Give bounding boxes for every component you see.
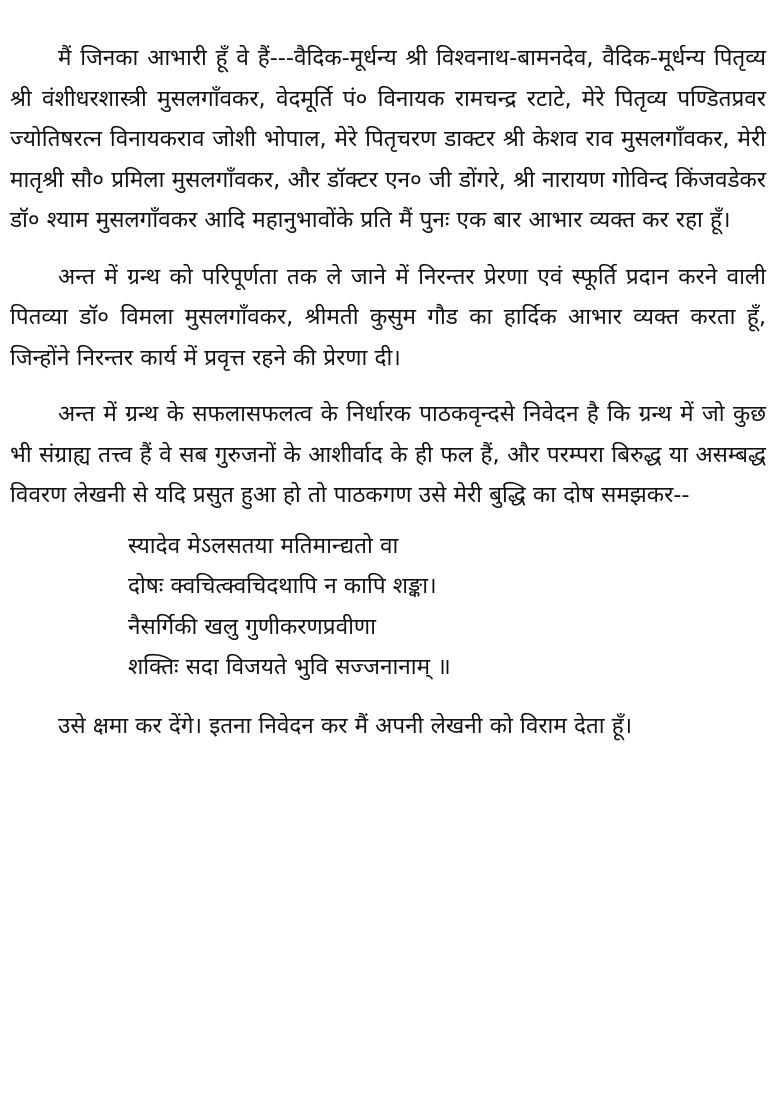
closing-paragraph: उसे क्षमा कर देंगे। इतना निवेदन कर मैं अपनी लेखनी को विराम देता हूँ। [58, 712, 633, 739]
verse-line: स्यादेव मेऽलसतया मतिमान्द्यतो वा [128, 532, 399, 559]
gratitude-paragraph: अन्त में ग्रन्थ को परिपूर्णता तक ले जाने में निरन्तर प्रेरणा एवं स्फूर्ति प्रदान करने वाली पितव्या डॉ० विमला मुसलगाँवकर, श्रीमती कुसुम गौड का हार्दिक आभार व्यक्त करता हूँ, जिन्होंने निरन्तर कार्य में प्रवृत्त रहने की प्रेरणा दी। [10, 263, 766, 371]
sanskrit-verse [128, 526, 766, 688]
verse-line: नैसर्गिकी खलु गुणीकरणप्रवीणा [128, 613, 377, 640]
verse-line: शक्तिः सदा विजयते भुवि सज्जनानाम् ॥ [128, 654, 451, 680]
verse-line: दोषः क्वचित्क्वचिदथापि न कापि शङ्का। [128, 573, 437, 599]
acknowledgement-paragraph: मैं जिनका आभारी हूँ वे हैं---वैदिक-मूर्धन्य श्री विश्वनाथ-बामनदेव, वैदिक-मूर्धन्य पितृव्य श्री वंशीधरशास्त्री मुसलगाँवकर, वेदमूर्ति पं० विनायक रामचन्द्र रटाटे, मेरे पितृव्य पण्डितप्रवर ज्योतिषरत्न विनायकराव जोशी भोपाल, मेरे पितृचरण डाक्टर श्री केशव राव मुसलगाँवकर, मेरी मातृश्री सौ० प्रमिला मुसलगाँवकर, और डॉक्टर एन० जी डोंगरे, श्री नारायण गोविन्द किंजवडेकर डॉ० श्याम मुसलगाँवकर आदि महानुभावोंके प्रति मैं पुनः एक बार आभार व्यक्त कर रहा हूँ। [10, 45, 766, 233]
request-paragraph: अन्त में ग्रन्थ के सफलासफलत्व के निर्धारक पाठकवृन्दसे निवेदन है कि ग्रन्थ में जो कुछ भी संग्राह्य तत्त्व हैं वे सब गुरुजनों के आशीर्वाद के ही फल हैं, और परम्परा बिरुद्ध या असम्बद्ध विवरण लेखनी से यदि प्रसुत हुआ हो तो पाठकगण उसे मेरी बुद्धि का दोष समझकर-- [10, 401, 766, 508]
